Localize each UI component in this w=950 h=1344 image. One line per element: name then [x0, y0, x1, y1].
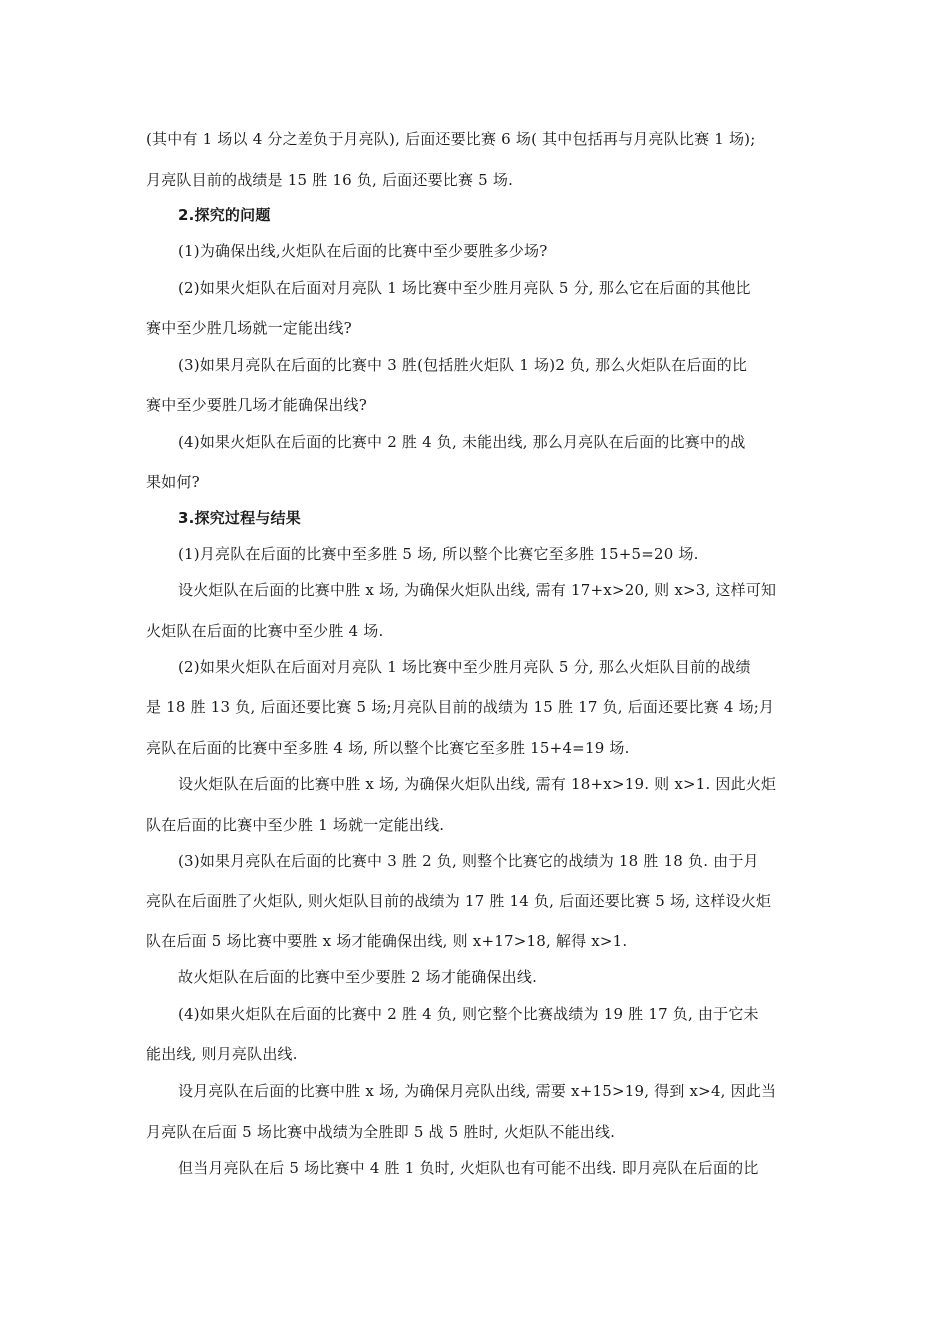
text-line: 月亮队目前的战绩是 15 胜 16 负, 后面还要比赛 5 场.: [146, 171, 514, 189]
answer-line: 火炬队在后面的比赛中至少胜 4 场.: [146, 622, 384, 640]
question-line: (2)如果火炬队在后面对月亮队 1 场比赛中至少胜月亮队 5 分, 那么它在后面的其他比: [178, 279, 751, 297]
question-line: (1)为确保出线,火炬队在后面的比赛中至少要胜多少场?: [178, 242, 548, 260]
answer-line: 设火炬队在后面的比赛中胜 x 场, 为确保火炬队出线, 需有 18+x>19. 则 x>1. 因此火炬: [178, 775, 777, 793]
answer-line: 亮队在后面的比赛中至多胜 4 场, 所以整个比赛它至多胜 15+4=19 场.: [146, 739, 630, 757]
answer-line: 故火炬队在后面的比赛中至少要胜 2 场才能确保出线.: [178, 968, 538, 986]
section-heading: 3.探究过程与结果: [178, 509, 301, 527]
answer-line: 是 18 胜 13 负, 后面还要比赛 5 场;月亮队目前的战绩为 15 胜 17 负, 后面还要比赛 4 场;月: [146, 698, 775, 716]
section-heading: 2.探究的问题: [178, 206, 271, 224]
answer-line: 月亮队在后面 5 场比赛中战绩为全胜即 5 战 5 胜时, 火炬队不能出线.: [146, 1123, 616, 1141]
answer-line: (4)如果火炬队在后面的比赛中 2 胜 4 负, 则它整个比赛战绩为 19 胜 17 负, 由于它未: [178, 1005, 759, 1023]
answer-line: (3)如果月亮队在后面的比赛中 3 胜 2 负, 则整个比赛它的战绩为 18 胜 18 负. 由于月: [178, 852, 759, 870]
answer-line: 亮队在后面胜了火炬队, 则火炬队目前的战绩为 17 胜 14 负, 后面还要比赛 5 场, 这样设火炬: [146, 892, 772, 910]
question-line: 赛中至少胜几场就一定能出线?: [146, 319, 352, 337]
answer-line: (2)如果火炬队在后面对月亮队 1 场比赛中至少胜月亮队 5 分, 那么火炬队目前的战绩: [178, 658, 751, 676]
answer-line: 设月亮队在后面的比赛中胜 x 场, 为确保月亮队出线, 需要 x+15>19, 得到 x>4, 因此当: [178, 1082, 777, 1100]
answer-line: 但当月亮队在后 5 场比赛中 4 胜 1 负时, 火炬队也有可能不出线. 即月亮队在后面的比: [178, 1159, 759, 1177]
question-line: (3)如果月亮队在后面的比赛中 3 胜(包括胜火炬队 1 场)2 负, 那么火炬队在后面的比: [178, 356, 748, 374]
question-line: 果如何?: [146, 473, 200, 491]
answer-line: (1)月亮队在后面的比赛中至多胜 5 场, 所以整个比赛它至多胜 15+5=20 场.: [178, 545, 699, 563]
text-line: (其中有 1 场以 4 分之差负于月亮队), 后面还要比赛 6 场( 其中包括再与月亮队比赛 1 场);: [146, 130, 756, 148]
question-line: (4)如果火炬队在后面的比赛中 2 胜 4 负, 未能出线, 那么月亮队在后面的比赛中的战: [178, 433, 746, 451]
answer-line: 队在后面的比赛中至少胜 1 场就一定能出线.: [146, 816, 445, 834]
answer-line: 能出线, 则月亮队出线.: [146, 1045, 298, 1063]
question-line: 赛中至少要胜几场才能确保出线?: [146, 396, 368, 414]
answer-line: 队在后面 5 场比赛中要胜 x 场才能确保出线, 则 x+17>18, 解得 x>1.: [146, 932, 628, 950]
answer-line: 设火炬队在后面的比赛中胜 x 场, 为确保火炬队出线, 需有 17+x>20, 则 x>3, 这样可知: [178, 581, 777, 599]
